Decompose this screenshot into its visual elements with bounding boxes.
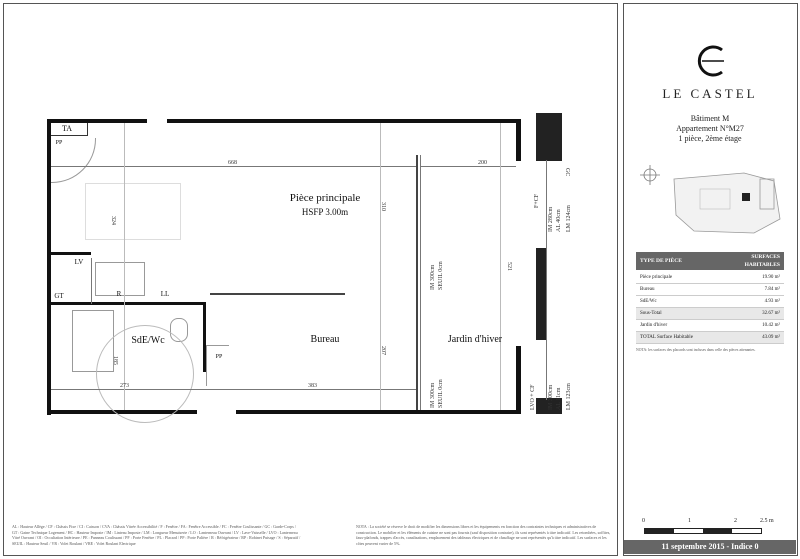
header-surface-2: HABITABLES (744, 262, 780, 268)
wall-bottom-2 (236, 410, 520, 414)
window-1-im: IM 280cm (548, 206, 554, 232)
table-row (636, 320, 784, 332)
logo-mark (696, 44, 726, 78)
site-plan (634, 159, 786, 237)
window-3-seuil: SEUIL 0cm (438, 379, 444, 408)
facade-upper (536, 113, 562, 161)
room-label-jardin: Jardin d'hiver (447, 334, 503, 345)
site-plan-graphic (634, 159, 786, 237)
label-lv: LV (74, 258, 84, 266)
table-row-subtotal (636, 308, 784, 320)
wall-top-2 (167, 119, 520, 123)
window-4-al: AL 11cm (556, 387, 562, 410)
scale-bar (638, 518, 786, 538)
label-ta: TA (61, 124, 73, 133)
dim-line-200 (420, 166, 516, 167)
row-label: Pièce principale (640, 275, 673, 280)
window-1-lm: LM 124cm (566, 205, 572, 232)
surface-table-header (636, 252, 784, 270)
abbreviation-legend: AL : Hauteur Allège / CF : Châssis Fixe / CI : Caisson / CVA : Châssis Vitrée Accessibilité / F : Fenêtre / FA : Fenêtre Accessible / FC : Fenêtre Coulissante / GC : Garde-Corps / GT : Gaine Technique Logement / HC : Hauteur Imposte / IM : Linteau Imposte / LM : Longueur Menuiserie / LO : Lanterneau Ouvrant / LV : Lave-Vaisselle / LVO : Lanterneau Vitré Ouvrant / OI : Occultation Intérieure / PE : Panneau Coulissant / PF : Porte Fenêtre / PL : Placard / PP : Porte Palière / R : Réfrigérateur / RP : Robinet Puisage / S : Séparatif / SEUIL : Hauteur Seuil / VR : Volet Roulant / VRE : Volet Roulant Electrique (12, 524, 301, 546)
window-4-im: IM 300cm (548, 384, 554, 410)
building-line-1: Bâtiment M (690, 114, 730, 123)
jardin-glazing-2 (420, 155, 421, 410)
row-value: 32.67 m² (762, 311, 780, 316)
row-value: 4.93 m² (764, 299, 780, 304)
row-value: 43.09 m² (762, 335, 780, 340)
scale-tick-0: 0 (642, 518, 645, 524)
brand-name: LE CASTEL (662, 86, 758, 101)
dim-line-vert-main (380, 123, 381, 410)
row-label: TOTAL Surface Habitable (640, 335, 693, 340)
header-room-type: TYPE DE PIÈCE (640, 258, 682, 264)
dim-310: 310 (380, 202, 386, 211)
door-swing-sde (206, 345, 229, 386)
row-label: Bureau (640, 287, 655, 292)
row-label: SdE/Wc (640, 299, 657, 304)
sde-top-wall (51, 302, 206, 305)
label-ll: LL (160, 290, 170, 298)
dim-207: 207 (380, 346, 386, 355)
scale-tick-1: 1 (688, 518, 691, 524)
facade-line (546, 160, 547, 400)
scale-bar-graphic (644, 528, 762, 534)
dim-200: 200 (478, 160, 487, 166)
table-row (636, 296, 784, 308)
facade-middle (536, 248, 546, 340)
window-2-seuil: SEUIL 0cm (438, 261, 444, 290)
footer-date-bar (624, 540, 796, 554)
room-label-bureau: Bureau (310, 334, 340, 345)
scale-tick-3: 2.5 m (760, 518, 774, 524)
row-value: 7.84 m² (764, 287, 780, 292)
dim-668: 668 (228, 160, 237, 166)
table-note: NOTA: les surfaces des placards sont incluses dans celle des pièces attenantes. (636, 348, 756, 352)
row-label: Jardin d'hiver (640, 323, 668, 328)
disclaimer-notice: NOTA : La société se réserve le droit de modifier les dimensions libres et les équipements en fonction des contraintes techniques et administratives de construction. Le mobilier et les éléments de cuisine ne sont pas fournis (sauf disposition contraire), ils sont représentés à titre indicatif. Les retombées, soffites, faux-plafonds, trappes d'accès, canalisations, emplacement des tableaux électriques et de chauffage ne sont représentés qu'à titre indicatif. Les surfaces et les côtes peuvent varier de 5%. (356, 524, 611, 546)
building-line-3: 1 pièce, 2ème étage (678, 134, 742, 143)
dim-line-668 (51, 166, 416, 167)
window-4-lm: LM 123cm (566, 383, 572, 410)
row-label: Sous-Total (640, 311, 662, 316)
kitchen-wall (51, 252, 91, 255)
bed-outline (85, 183, 181, 240)
dim-185: 185 (112, 356, 118, 365)
table-row (636, 272, 784, 284)
table-row (636, 284, 784, 296)
label-gt: GT (54, 292, 64, 300)
window-2-im: IM 300cm (430, 264, 436, 290)
label-lvo: LVO + CF (530, 384, 536, 410)
label-pp-entry: PP (55, 140, 63, 146)
row-value: 10.42 m² (762, 323, 780, 328)
dim-line-383 (51, 389, 416, 390)
c-monogram-icon (696, 44, 726, 78)
label-gc: GC (564, 168, 570, 177)
dim-383: 383 (308, 383, 317, 389)
bureau-divider (210, 293, 345, 295)
label-fcf: F+CF (534, 193, 540, 208)
window-3-im: IM 300cm (430, 382, 436, 408)
room-label-main-height: HSFP 3.00m (301, 207, 349, 217)
label-r: R (116, 290, 122, 298)
footer-date: 11 septembre 2015 - Indice 0 (661, 542, 759, 551)
ta-box (51, 123, 88, 136)
dim-line-vert-right (500, 123, 501, 410)
dim-324: 324 (110, 216, 116, 225)
jardin-glazing (416, 155, 418, 410)
window-1-al: AL 40cm (556, 209, 562, 232)
surface-table (636, 252, 784, 362)
cartouche (624, 4, 796, 554)
building-line-2: Appartement N°M27 (676, 124, 744, 133)
wall-right-lower (516, 346, 521, 414)
header-surface-1: SURFACES (751, 254, 780, 260)
room-label-sde: SdE/Wc (131, 335, 165, 346)
dim-line-vert-left (124, 123, 125, 410)
scale-tick-2: 2 (734, 518, 737, 524)
label-pp-sde: PP (215, 354, 223, 360)
kitchen-counter (91, 258, 92, 304)
row-value: 19.90 m² (762, 275, 780, 280)
wall-right-upper (516, 119, 521, 161)
table-row-total (636, 332, 784, 344)
dim-521: 521 (506, 262, 512, 271)
dim-273: 273 (120, 383, 129, 389)
room-label-main: Pièce principale (289, 192, 361, 204)
